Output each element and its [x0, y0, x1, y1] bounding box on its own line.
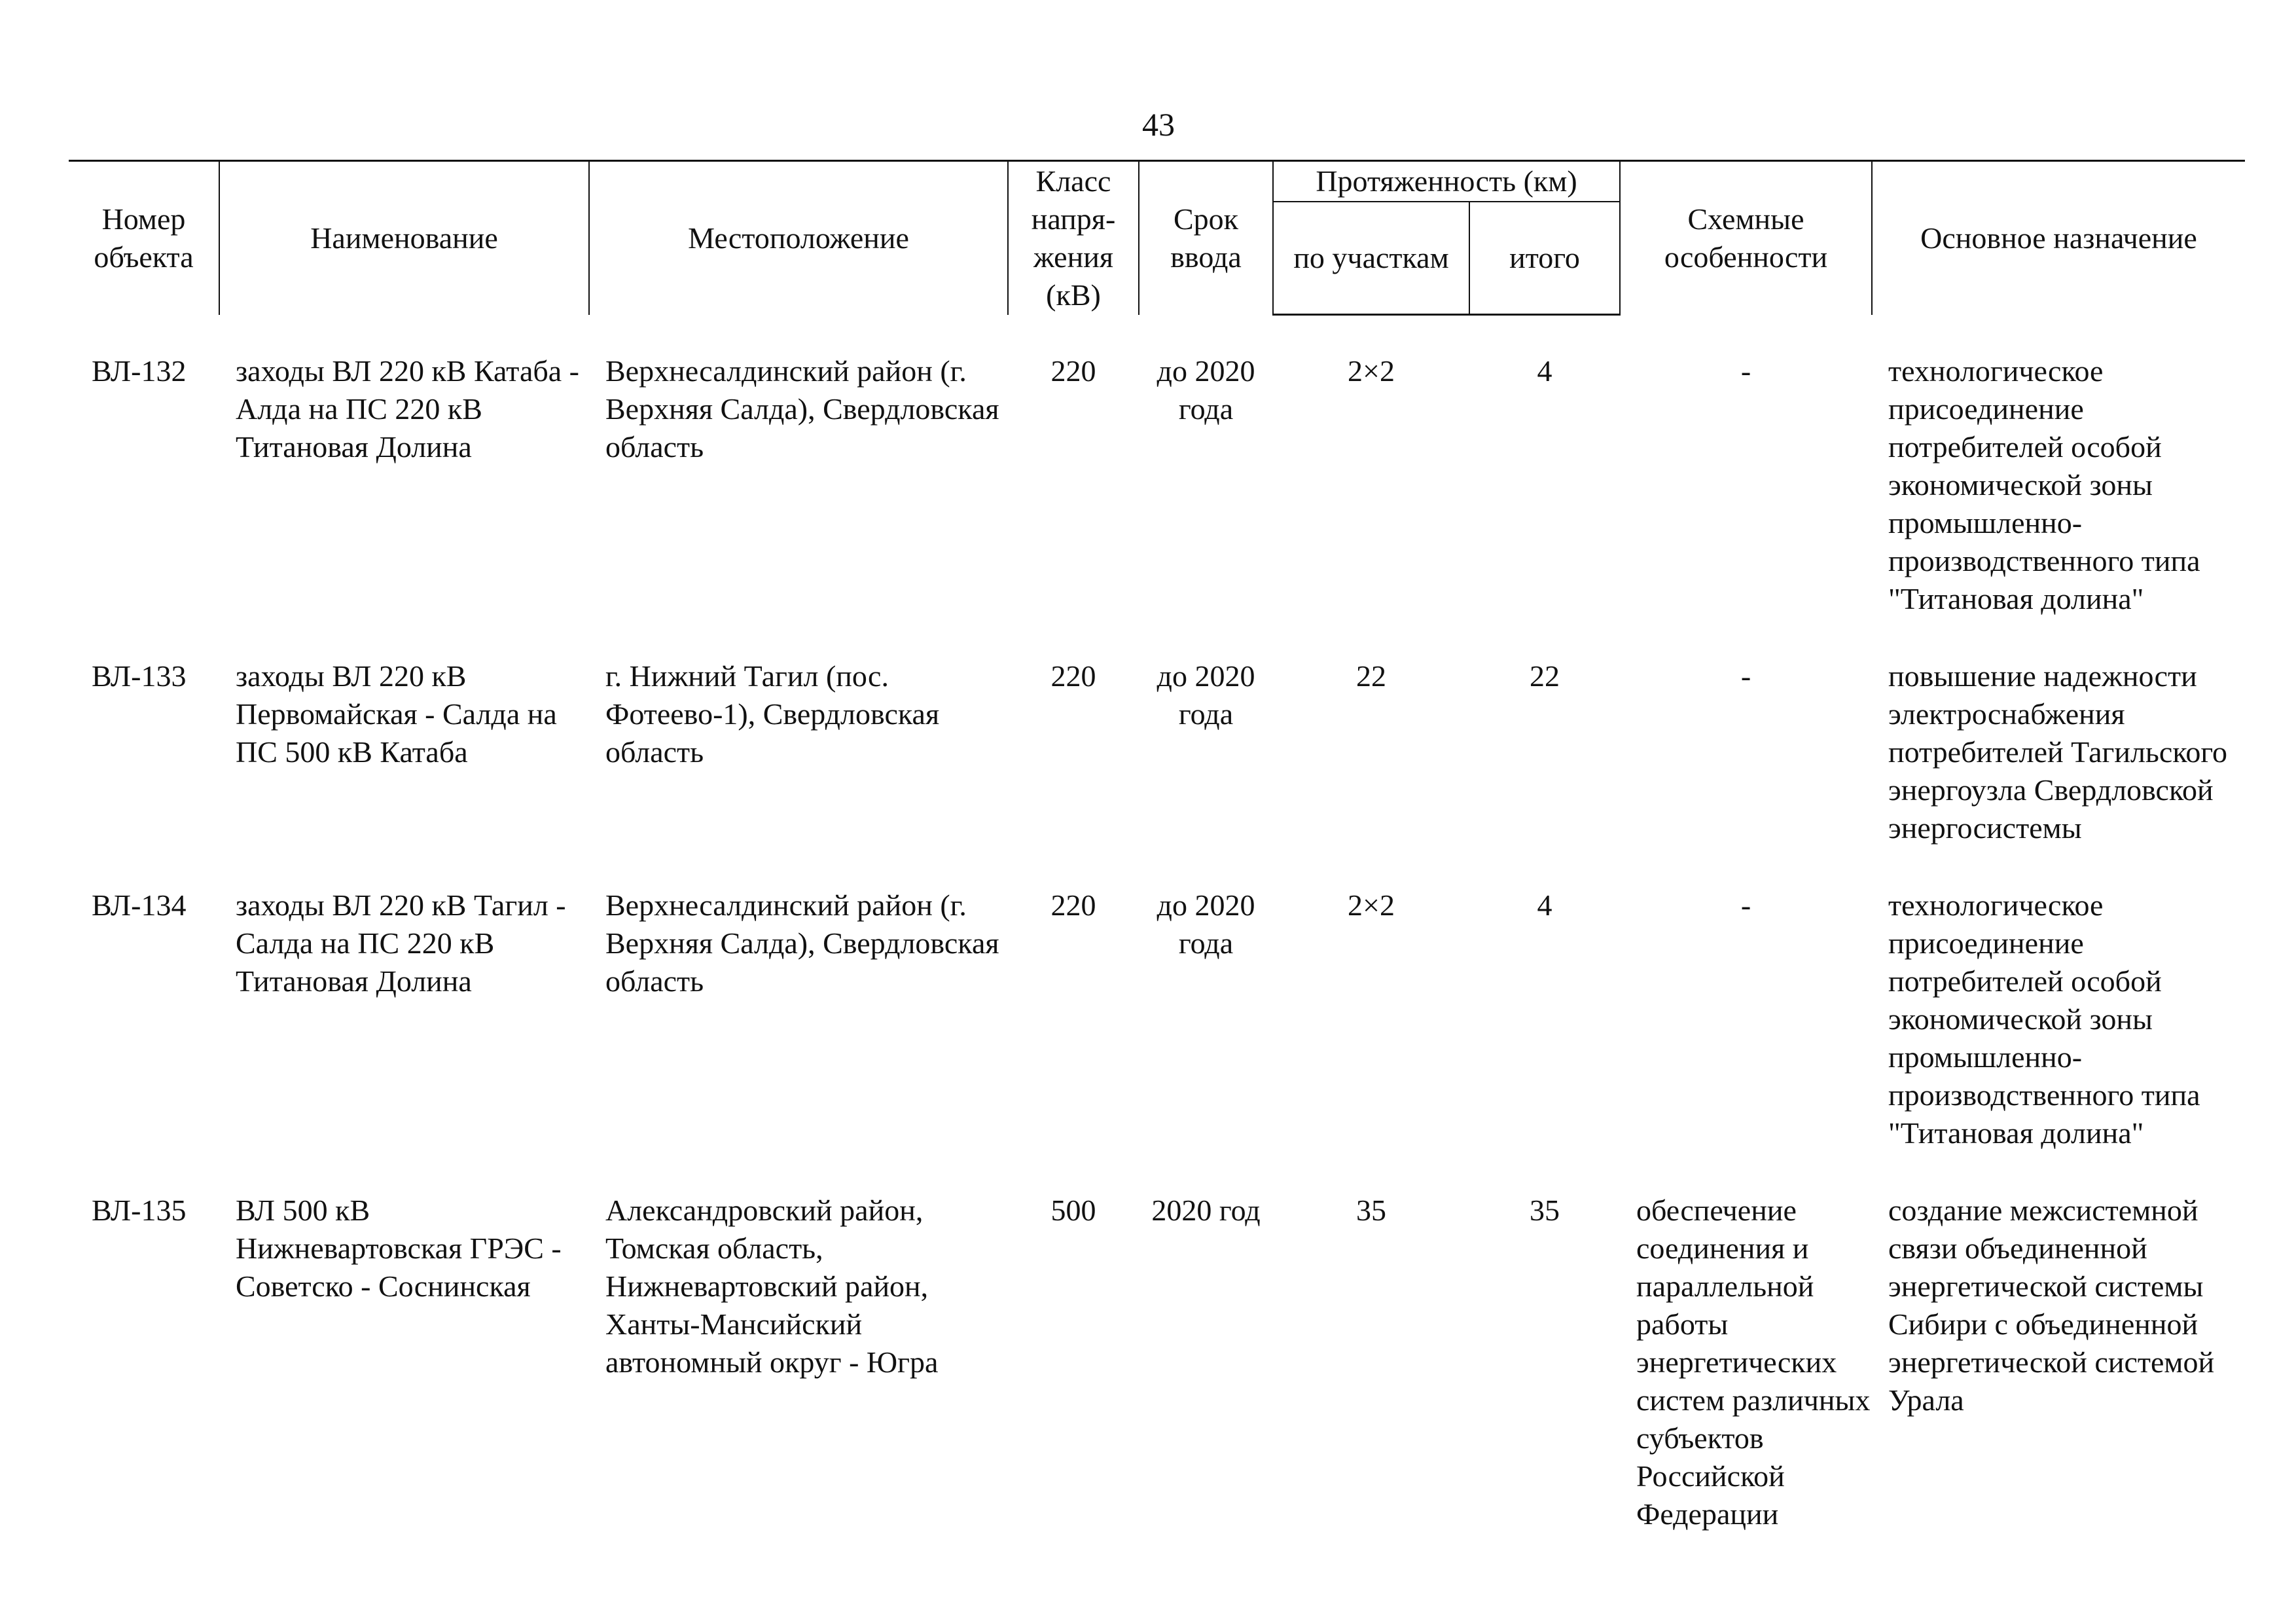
row-total: 4 [1537, 354, 1552, 388]
table-row [69, 657, 2245, 886]
row-purpose: создание межсистемной связи объединенной энергетической системы Сибири с объединенной энергетической системой Урала [1888, 1194, 2215, 1417]
row-commissioning: до 2020 года [1157, 888, 1255, 960]
row-scheme: - [1740, 659, 1751, 693]
header-voltage-class: Класс напря-жения (кВ) [1008, 161, 1139, 315]
header-name: Наименование [219, 161, 589, 315]
row-commissioning: 2020 год [1151, 1194, 1261, 1227]
row-voltage: 220 [1050, 888, 1096, 922]
header-length-group: Протяженность (км) [1273, 161, 1620, 202]
row-scheme: обеспечение соединения и параллельной работы энергетических систем различных субъектов Российской Федерации [1636, 1194, 1871, 1531]
header-length-by-section: по участкам [1273, 202, 1469, 315]
row-purpose: технологическое присоединение потребителей особой экономической зоны промышленно-производственного типа "Титановая долина" [1888, 354, 2200, 615]
row-by-section: 22 [1356, 659, 1386, 693]
table-row [69, 352, 2245, 657]
row-name: заходы ВЛ 220 кВ Тагил - Салда на ПС 220 кВ Титановая Долина [236, 888, 566, 998]
row-total: 35 [1530, 1194, 1560, 1227]
header-scheme-features: Схемные особенности [1620, 161, 1872, 315]
row-commissioning: до 2020 года [1157, 354, 1255, 426]
row-scheme: - [1740, 888, 1751, 922]
table-header [69, 161, 2245, 315]
row-purpose: повышение надежности электроснабжения потребителей Тагильского энергоузла Свердловской энергосистемы [1888, 659, 2228, 845]
row-location: Верхнесалдинский район (г. Верхняя Салда), Свердловская область [605, 354, 999, 464]
row-number: ВЛ-134 [92, 888, 187, 922]
power-lines-table [69, 160, 2245, 1573]
row-number: ВЛ-132 [92, 354, 187, 388]
table-row [69, 1192, 2245, 1573]
header-object-number: Номер объекта [69, 161, 219, 315]
row-location: г. Нижний Тагил (пос. Фотеево-1), Свердловская область [605, 659, 940, 769]
row-total: 22 [1530, 659, 1560, 693]
row-by-section: 2×2 [1348, 888, 1395, 922]
row-location: Верхнесалдинский район (г. Верхняя Салда), Свердловская область [605, 888, 999, 998]
row-commissioning: до 2020 года [1157, 659, 1255, 731]
row-voltage: 220 [1050, 659, 1096, 693]
row-number: ВЛ-133 [92, 659, 187, 693]
page-number: 43 [1142, 106, 1175, 143]
row-name: заходы ВЛ 220 кВ Катаба - Алда на ПС 220 кВ Титановая Долина [236, 354, 580, 464]
header-length-total: итого [1469, 202, 1620, 315]
row-by-section: 35 [1356, 1194, 1386, 1227]
row-number: ВЛ-135 [92, 1194, 187, 1227]
row-total: 4 [1537, 888, 1552, 922]
table-row [69, 886, 2245, 1192]
header-main-purpose: Основное назначение [1872, 161, 2245, 315]
header-commissioning: Срок ввода [1139, 161, 1273, 315]
row-by-section: 2×2 [1348, 354, 1395, 388]
row-voltage: 220 [1050, 354, 1096, 388]
header-location: Местоположение [589, 161, 1008, 315]
row-name: заходы ВЛ 220 кВ Первомайская - Салда на ПС 500 кВ Катаба [236, 659, 557, 769]
row-voltage: 500 [1050, 1194, 1096, 1227]
row-purpose: технологическое присоединение потребителей особой экономической зоны промышленно-производственного типа "Титановая долина" [1888, 888, 2200, 1150]
header-spacer [69, 315, 2245, 353]
row-location: Александровский район, Томская область, Нижневартовский район, Ханты-Мансийский автономный округ - Югра [605, 1194, 939, 1379]
row-scheme: - [1740, 354, 1751, 388]
row-name: ВЛ 500 кВ Нижневартовская ГРЭС - Советско - Соснинская [236, 1194, 562, 1303]
